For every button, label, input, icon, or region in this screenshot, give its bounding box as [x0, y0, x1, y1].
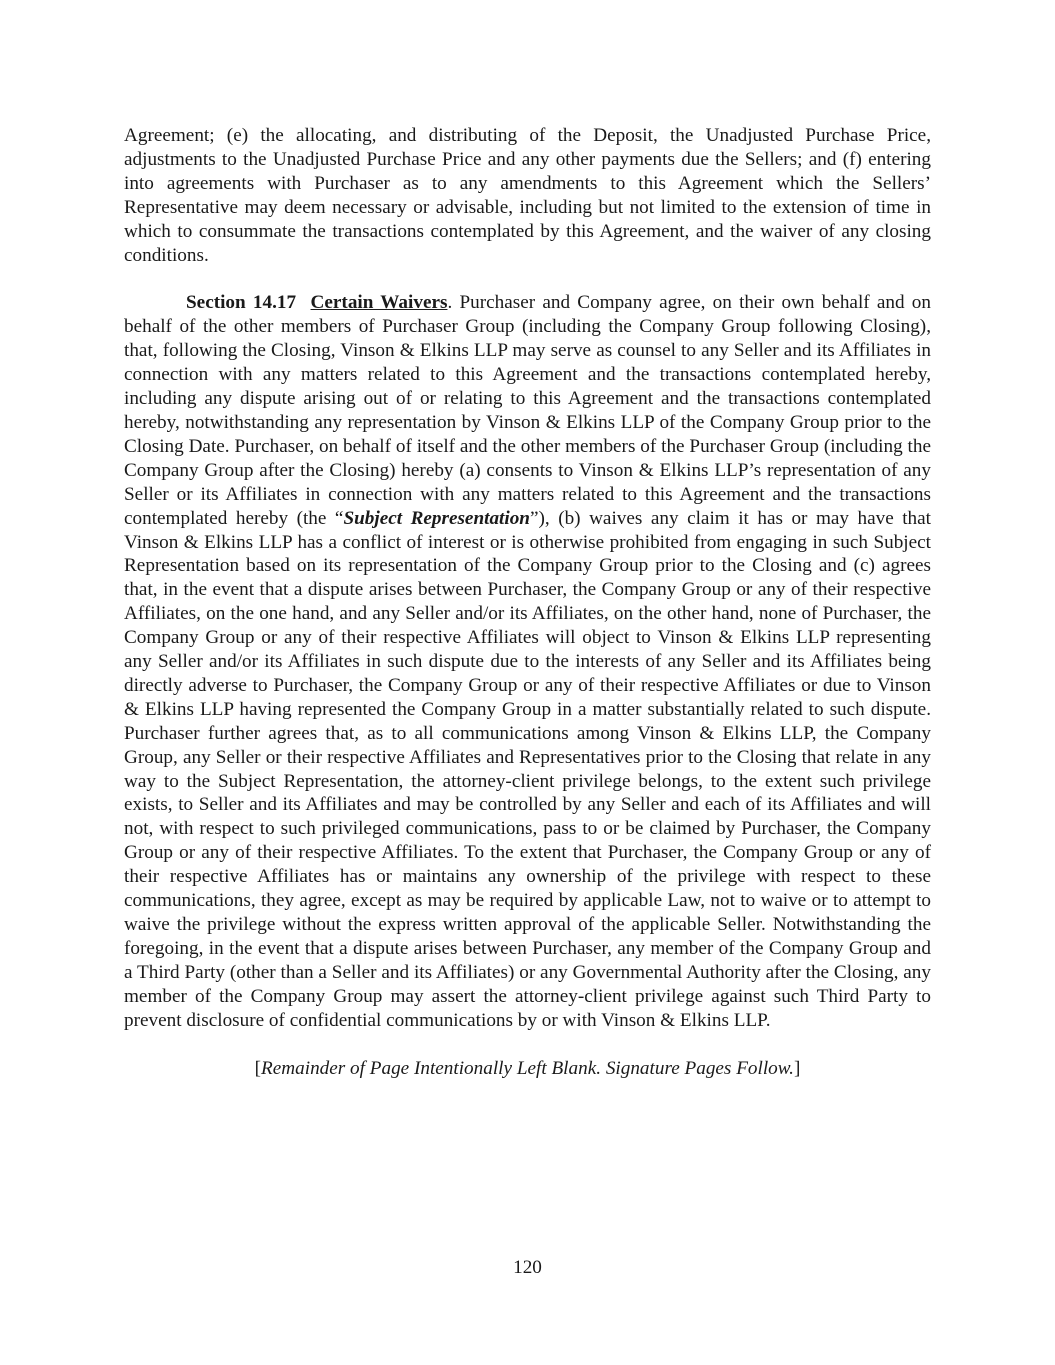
section-title: Certain Waivers [310, 292, 448, 314]
section-number: Section 14.17 [186, 292, 297, 314]
note-text: Remainder of Page Intentionally Left Blank. Signature Pages Follow. [261, 1057, 794, 1079]
remainder-blank-note [124, 1057, 931, 1081]
note-close-bracket: ] [793, 1057, 801, 1079]
section-14-17-paragraph [124, 291, 931, 1032]
page-number: 120 [513, 1257, 542, 1278]
section-text-part1: . Purchaser and Company agree, on their own behalf and on behalf of the other members of Purchaser Group (including the Company Group following Closing), that, following the Closing, Vinson & Elkins LLP may serve as counsel to any Seller and its Affiliates in connection with any matters related to this Agreement and the transactions contemplated hereby, including any dispute arising out of or relating to this Agreement and the transactions contemplated hereby, notwithstanding any representation by Vinson & Elkins LLP of the Company Group prior to the Closing Date. Purchaser, on behalf of itself and the other members of the Purchaser Group (including the Company Group after the Closing) hereby (a) consents to Vinson & Elkins LLP’s representation of any Seller or its Affiliates in connection with any matters related to this Agreement and the transactions contemplated hereby (the “ [124, 292, 931, 529]
note-open-bracket: [ [254, 1057, 262, 1079]
document-page [124, 124, 931, 1100]
section-text-part2: ”), (b) waives any claim it has or may have that Vinson & Elkins LLP has a conflict of interest or is otherwise prohibited from engaging in such Subject Representation based on its representation of the Company Group prior to the Closing and (c) agrees that, in the event that a dispute arises between Purchaser, the Company Group or any of their respective Affiliates, on the one hand, and any Seller and/or its Affiliates, on the other hand, none of Purchaser, the Company Group or any of their respective Affiliates will object to Vinson & Elkins LLP representing any Seller and/or its Affiliates in such dispute due to the interests of any Seller and its Affiliates being directly adverse to Purchaser, the Company Group or any of their respective Affiliates or due to Vinson & Elkins LLP having represented the Company Group in a matter substantially related to such dispute. Purchaser further agrees that, as to all communications among Vinson & Elkins LLP, the Company Group, any Seller or their respective Affiliates and Representatives prior to the Closing that relate in any way to the Subject Representation, the attorney-client privilege belongs, to the extent such privilege exists, to Seller and its Affiliates and may be controlled by any Seller and each of its Affiliates and will not, with respect to such privileged communications, pass to or be claimed by Purchaser, the Company Group or any of their respective Affiliates. To the extent that Purchaser, the Company Group or any of their respective Affiliates has or maintains any ownership of the privilege with respect to these communications, they agree, except as may be required by applicable Law, not to waive or to attempt to waive the privilege without the express written approval of the applicable Seller. Notwithstanding the foregoing, in the event that a dispute arises between Purchaser, any member of the Company Group and a Third Party (other than a Seller and its Affiliates) or any Governmental Authority after the Closing, any member of the Company Group may assert the attorney-client privilege against such Third Party to prevent disclosure of confidential communications by or with Vinson & Elkins LLP. [124, 507, 931, 1031]
continuation-paragraph: Agreement; (e) the allocating, and distributing of the Deposit, the Unadjusted Purchase Price, adjustments to the Unadjusted Purchase Price and any other payments due the Sellers; and (f) entering into agreements with Purchaser as to any amendments to this Agreement which the Sellers’ Representative may deem necessary or advisable, including but not limited to the extension of time in which to consummate the transactions contemplated by this Agreement, and the waiver of any closing conditions. [124, 125, 931, 266]
defined-term: Subject Representation [343, 507, 530, 529]
